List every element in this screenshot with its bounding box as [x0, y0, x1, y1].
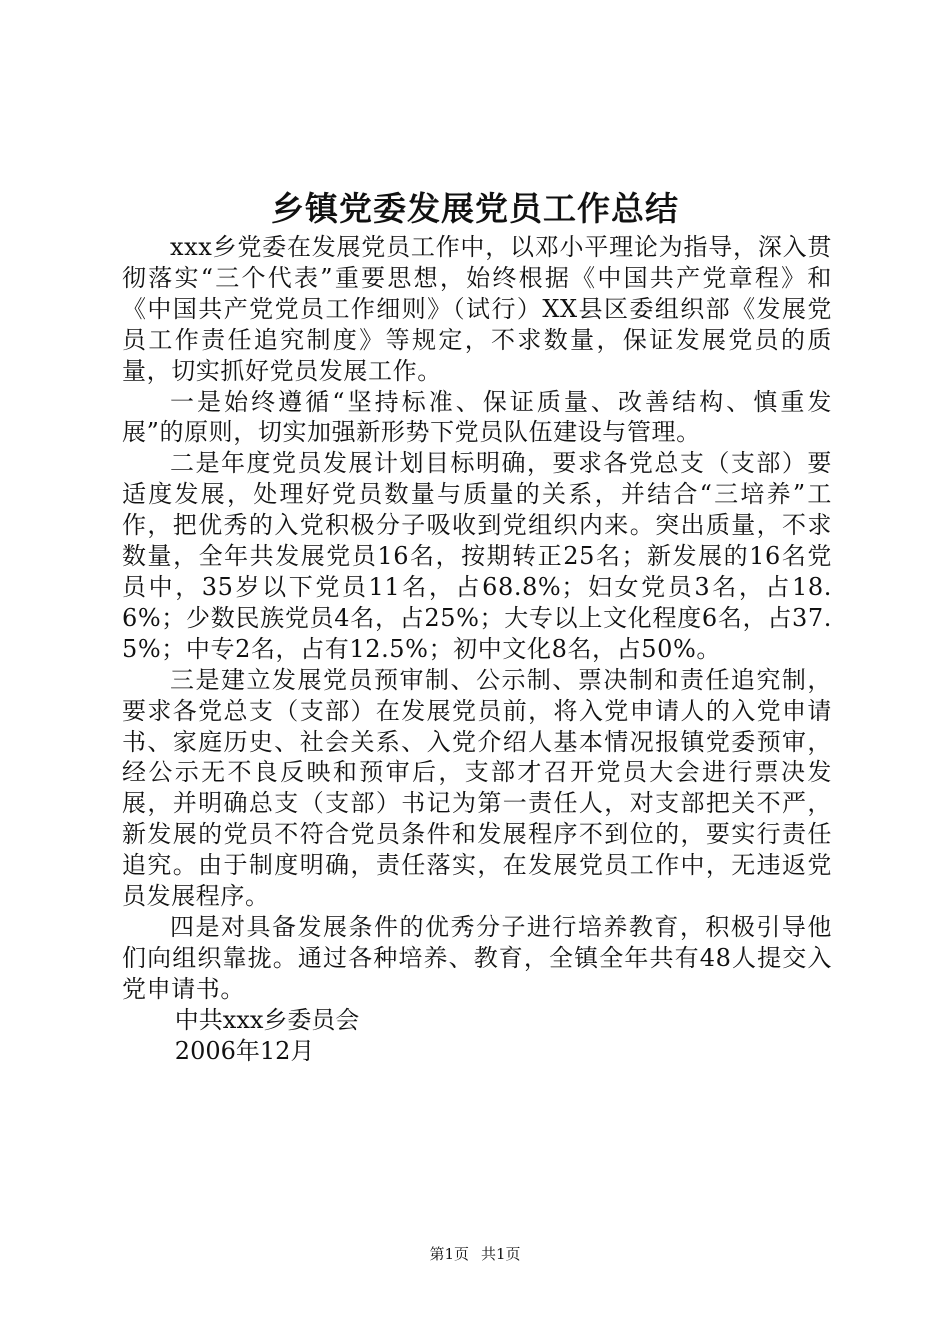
paragraph-point-three: 三是建立发展党员预审制、公示制、票决制和责任追究制，要求各党总支（支部）在发展党员前，将入党申请人的入党申请书、家庭历史、社会关系、入党介绍人基本情况报镇党委预审，经公示无不良反映和预审后，支部才召开党员大会进行票决发展，并明确总支（支部）书记为第一责任人，对支部把关不严，新发展的党员不符合党员条件和发展程序不到位的，要实行责任追究。由于制度明确，责任落实，在发展党员工作中，无违返党员发展程序。 [122, 665, 832, 911]
document-date: 2006年12月 [174, 1036, 315, 1065]
page-footer [0, 1244, 950, 1264]
signature: 中共xxx乡委员会 [174, 1005, 360, 1034]
page-total: 共1页 [481, 1245, 521, 1263]
document-body [122, 232, 832, 1066]
paragraph-point-two: 二是年度党员发展计划目标明确，要求各党总支（支部）要适度发展，处理好党员数量与质量的关系，并结合“三培养”工作，把优秀的入党积极分子吸收到党组织内来。突出质量，不求数量，全年共发展党员16名，按期转正25名；新发展的16名党员中，35岁以下党员11名，占68.8%；妇女党员3名，占18.6%；少数民族党员4名，占25%；大专以上文化程度6名，占37.5%；中专2名，占有12.5%；初中文化8名，占50%。 [122, 449, 832, 663]
document-title: 乡镇党委发展党员工作总结 [271, 189, 679, 228]
paragraph-point-one: 一是始终遵循“坚持标准、保证质量、改善结构、慎重发展”的原则，切实加强新形势下党员队伍建设与管理。 [122, 387, 832, 447]
paragraph-point-four: 四是对具备发展条件的优秀分子进行培养教育，积极引导他们向组织靠拢。通过各种培养、教育，全镇全年共有48人提交入党申请书。 [122, 912, 832, 1003]
paragraph-intro: xxx乡党委在发展党员工作中，以邓小平理论为指导，深入贯彻落实“三个代表”重要思想，始终根据《中国共产党章程》和《中国共产党党员工作细则》（试行）XX县区委组织部《发展党员工作责任追究制度》等规定，不求数量，保证发展党员的质量，切实抓好党员发展工作。 [122, 233, 832, 385]
page-number: 第1页 [429, 1245, 469, 1263]
